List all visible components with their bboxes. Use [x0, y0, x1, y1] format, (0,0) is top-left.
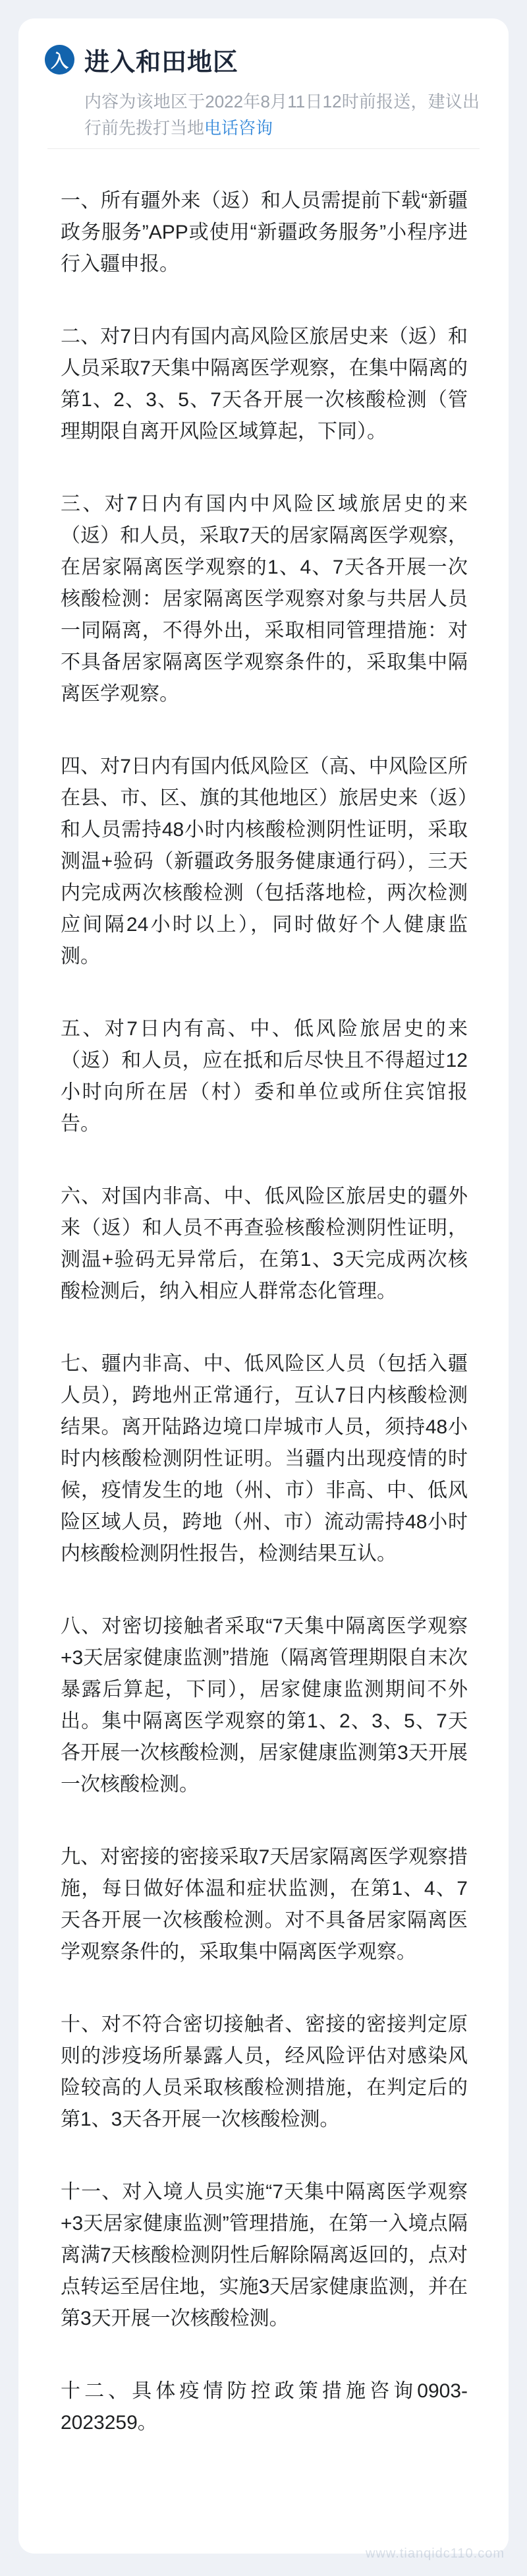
watermark: www.tianqidc110.com — [366, 2546, 505, 2561]
policy-paragraph-5: 五、对7日内有高、中、低风险旅居史的来（返）和人员，应在抵和后尽快且不得超过12小时向所在居（村）委和单位或所住宾馆报告。 — [61, 1018, 468, 1135]
policy-paragraph-7: 七、疆内非高、中、低风险区人员（包括入疆人员），跨地州正常通行，互认7日内核酸检测结果。离开陆路边境口岸城市人员，须持48小时内核酸检测阴性证明。当疆内出现疫情的时候，疫情发生的地（州、市）非高、中、低风险区域人员，跨地（州、市）流动需持48小时内核酸检测阴性报告，检测结果互认。 — [61, 1353, 468, 1565]
policy-paragraph-10: 十、对不符合密切接触者、密接的密接判定原则的涉疫场所暴露人员，经风险评估对感染风险较高的人员采取核酸检测措施，在判定后的第1、3天各开展一次核酸检测。 — [61, 2014, 468, 2130]
policy-paragraph-2: 二、对7日内有国内高风险区旅居史来（返）和人员采取7天集中隔离医学观察，在集中隔离的第1、2、3、5、7天各开展一次核酸检测（管理期限自离开风险区域算起，下同）。 — [61, 326, 468, 442]
policy-list — [18, 149, 509, 2439]
note-text: 内容为该地区于2022年8月11日12时前报送，建议出行前先拨打当地 — [84, 92, 480, 138]
policy-paragraph-9: 九、对密接的密接采取7天居家隔离医学观察措施，每日做好体温和症状监测，在第1、4、7天各开展一次核酸检测。对不具备居家隔离医学观察条件的，采取集中隔离医学观察。 — [61, 1846, 468, 1963]
policy-paragraph-8: 八、对密切接触者采取“7天集中隔离医学观察+3天居家健康监测”措施（隔离管理期限自末次暴露后算起，下同），居家健康监测期间不外出。集中隔离医学观察的第1、2、3、5、7天各开展一次核酸检测，居家健康监测第3天开展一次核酸检测。 — [61, 1615, 468, 1795]
policy-paragraph-11: 十一、对入境人员实施“7天集中隔离医学观察+3天居家健康监测”管理措施，在第一入境点隔离满7天核酸检测阴性后解除隔离返回的，点对点转运至居住地，实施3天居家健康监测，并在第3天开展一次核酸检测。 — [61, 2181, 468, 2329]
page-title: 进入和田地区 — [84, 49, 239, 76]
card-header — [18, 42, 509, 141]
policy-paragraph-12: 十二、具体疫情防控政策措施咨询0903-2023259。 — [61, 2380, 468, 2434]
report-note — [84, 88, 480, 141]
policy-paragraph-3: 三、对7日内有国内中风险区域旅居史的来（返）和人员，采取7天的居家隔离医学观察，在居家隔离医学观察的1、4、7天各开展一次核酸检测：居家隔离医学观察对象与共居人员一同隔离，不得外出，采取相同管理措施：对不具备居家隔离医学观察条件的，采取集中隔离医学观察。 — [61, 493, 468, 705]
policy-paragraph-4: 四、对7日内有国内低风险区（高、中风险区所在县、市、区、旗的其他地区）旅居史来（返）和人员需持48小时内核酸检测阴性证明，采取测温+验码（新疆政务服务健康通行码），三天内完成两次核酸检测（包括落地检，两次检测应间隔24小时以上），同时做好个人健康监测。 — [61, 756, 468, 967]
phone-consult-link[interactable]: 电话咨询 — [204, 118, 273, 138]
title-row — [45, 42, 480, 78]
policy-paragraph-6: 六、对国内非高、中、低风险区旅居史的疆外来（返）和人员不再查验核酸检测阴性证明，测温+验码无异常后，在第1、3天完成两次核酸检测后，纳入相应人群常态化管理。 — [61, 1185, 468, 1302]
policy-card — [18, 18, 509, 2554]
enter-icon-glyph: 入 — [51, 51, 69, 71]
enter-region-icon — [45, 45, 74, 75]
policy-paragraph-1: 一、所有疆外来（返）和人员需提前下载“新疆政务服务”APP或使用“新疆政务服务”小程序进行入疆申报。 — [61, 190, 468, 275]
